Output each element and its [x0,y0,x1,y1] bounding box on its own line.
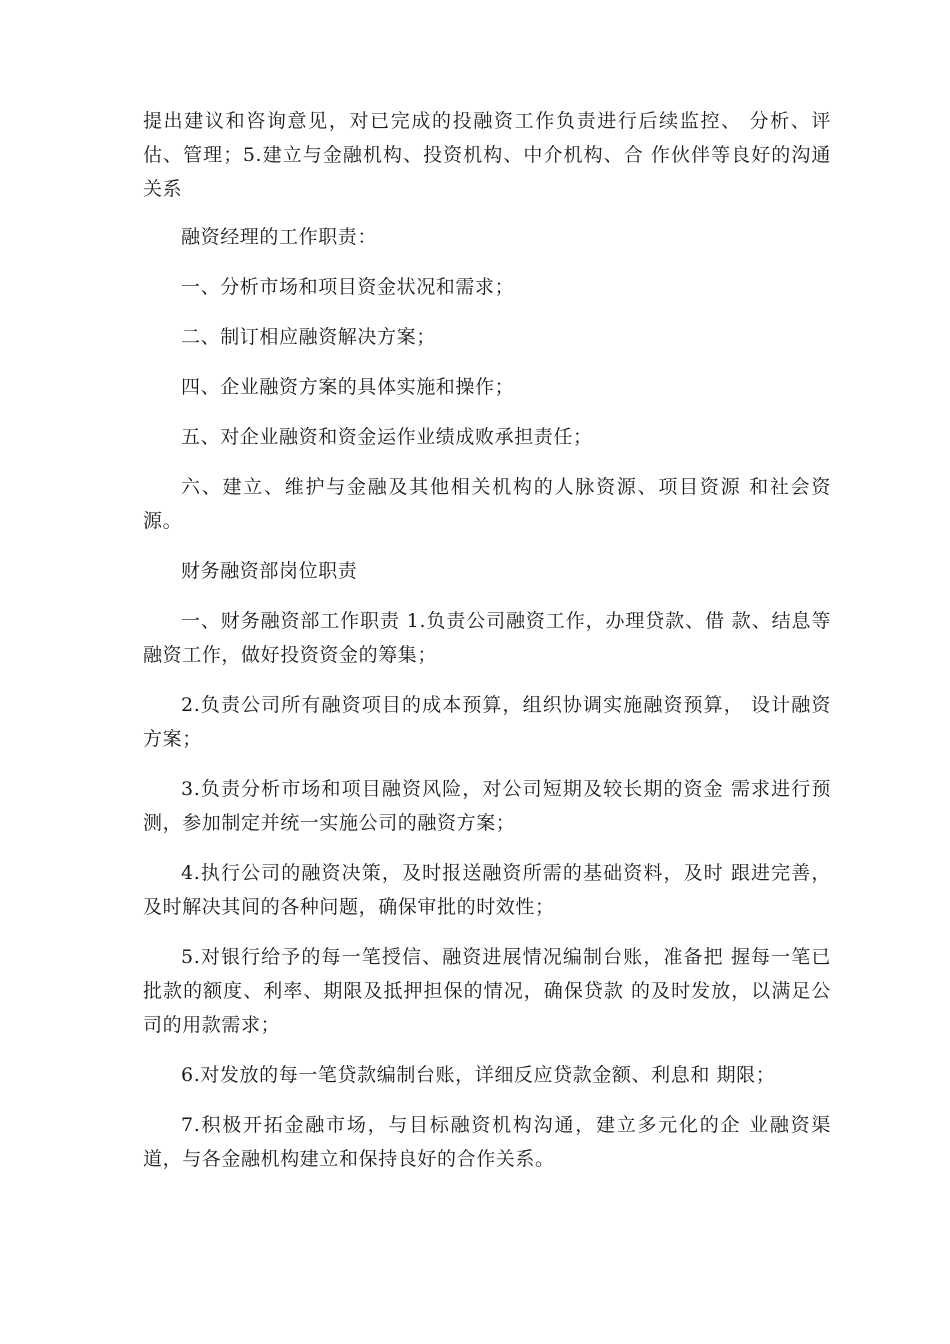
department-duty-7: 7.积极开拓金融市场，与目标融资机构沟通，建立多元化的企 业融资渠道，与各金融机构建立和保持良好的合作关系。 [143,1114,831,1170]
paragraph-continuation: 提出建议和咨询意见，对已完成的投融资工作负责进行后续监控、 分析、评估、管理；5.建立与金融机构、投资机构、中介机构、合 作伙伴等良好的沟通关系 [143,110,831,200]
department-duty-3: 3.负责分析市场和项目融资风险，对公司短期及较长期的资金 需求进行预测，参加制定并统一实施公司的融资方案； [143,778,831,834]
duty-item-1: 一、分析市场和项目资金状况和需求； [181,276,515,298]
department-duty-1: 一、财务融资部工作职责 1.负责公司融资工作，办理贷款、借 款、结息等融资工作，做好投资资金的筹集； [143,610,831,666]
department-duty-2: 2.负责公司所有融资项目的成本预算，组织协调实施融资预算， 设计融资方案； [143,694,831,750]
department-duty-4: 4.执行公司的融资决策，及时报送融资所需的基础资料，及时 跟进完善，及时解决其间的各种问题，确保审批的时效性； [143,862,831,918]
document-body [143,104,831,1192]
section-heading-finance-department-duties: 财务融资部岗位职责 [181,560,358,582]
department-duty-6: 6.对发放的每一笔贷款编制台账，详细反应贷款金额、利息和 期限； [181,1064,776,1086]
duty-item-2: 二、制订相应融资解决方案； [181,326,436,348]
section-heading-financing-manager-duties: 融资经理的工作职责： [181,226,378,248]
duty-item-5: 五、对企业融资和资金运作业绩成败承担责任； [181,426,593,448]
department-duty-5: 5.对银行给予的每一笔授信、融资进展情况编制台账，准备把 握每一笔已批款的额度、利率、期限及抵押担保的情况，确保贷款 的及时发放，以满足公司的用款需求； [143,946,831,1036]
duty-item-4: 四、企业融资方案的具体实施和操作； [181,376,515,398]
duty-item-6: 六、建立、维护与金融及其他相关机构的人脉资源、项目资源 和社会资源。 [143,476,831,532]
